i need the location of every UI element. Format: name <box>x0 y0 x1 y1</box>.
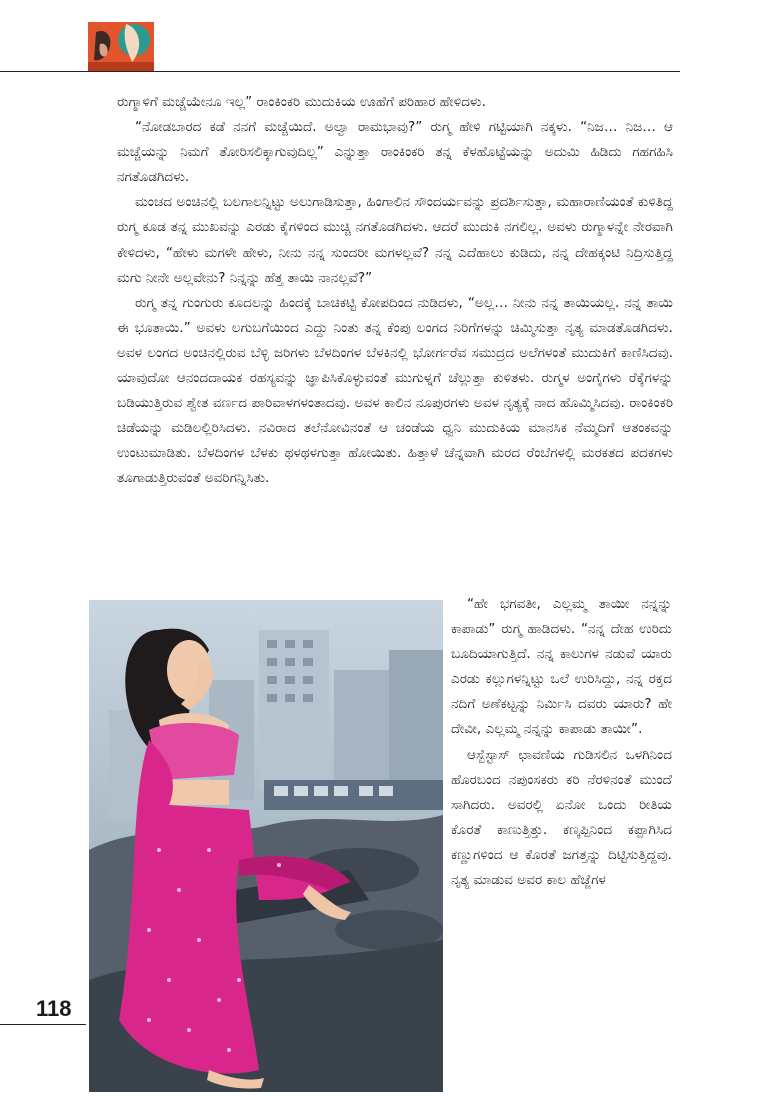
body-text <box>117 90 673 492</box>
paragraph: ಮಂಚದ ಅಂಚಿನಲ್ಲಿ ಬಲಗಾಲನ್ನಿಟ್ಟು ಅಲುಗಾಡಿಸುತ್ತಾ, ಹಿಂಗಾಲಿನ ಸೌಂದರ್ಯವನ್ನು ಪ್ರದರ್ಶಿಸುತ್ತಾ, ಮಹಾರಾಣಿಯಂತೆ ಕುಳಿತಿದ್ದ ರುಗ್ಮ ಕೂಡ ತನ್ನ ಮುಖವನ್ನು ಎರಡು ಕೈಗಳಿಂದ ಮುಚ್ಚಿ ನಗತೊಡಗಿದಳು. ಆದರೆ ಮುದುಕಿ ನಗಲಿಲ್ಲ. ಅವಳು ರುಗ್ಮಾಳನ್ನೇ ನೇರವಾಗಿ ಕೇಳಿದಳು, “ಹೇಳು ಮಗಳೇ ಹೇಳು, ನೀನು ನನ್ನ ಸುಂದರೀ ಮಗಳಲ್ಲವೆ? ನನ್ನ ಎದೆಹಾಲು ಕುಡಿದು, ನನ್ನ ದೇಹಕ್ಕಂಟಿ ನಿದ್ರಿಸುತ್ತಿದ್ದ ಮಗು ನೀನೇ ಅಲ್ಲವೇನು? ನಿನ್ನನ್ನು ಹೆತ್ತ ತಾಯಿ ನಾನಲ್ಲವೆ?” <box>117 194 673 286</box>
paragraph: ರುಗ್ಮ ತನ್ನ ಗುಂಗುರು ಕೂದಲನ್ನು ಹಿಂದಕ್ಕೆ ಬಾಚಿಕಟ್ಟಿ ಕೋಪದಿಂದ ನುಡಿದಳು, “ಅಲ್ಲ… ನೀನು ನನ್ನ ತಾಯಿಯಲ್ಲ. ನನ್ನ ತಾಯಿ ಈ ಭೂತಾಯಿ.” ಅವಳು ಲಗುಬಗೆಯಿಂದ ಎದ್ದು ನಿಂತು ತನ್ನ ಕೆಂಪು ಲಂಗದ ನಿರಿಗೆಗಳನ್ನು ಚಿಮ್ಮಿಸುತ್ತಾ ನೃತ್ಯ ಮಾಡತೊಡಗಿದಳು. ಅವಳ ಲಂಗದ ಅಂಚಿನಲ್ಲಿರುವ ಬೆಳ್ಳಿ ಜರಿಗಳು ಬೆಳದಿಂಗಳ ಬೆಳಕಿನಲ್ಲಿ ಭೋರ್ಗರೆವ ಸಮುದ್ರದ ಅಲೆಗಳಂತೆ ಮುದುಕಿಗೆ ಕಾಣಿಸಿದವು. ಯಾವುದೋ ಆನಂದದಾಯಕ ರಹಸ್ಯವನ್ನು ಜ್ಞಾಪಿಸಿಕೊಳ್ಳುವಂತೆ ಮುಗುಳ್ನಗೆ ಚೆಲ್ಲುತ್ತಾ ಕುಳಿತಳು. ರುಗ್ಮಳ ಅಂಗೈಗಳು ರೆಕ್ಕೆಗಳನ್ನು ಬಡಿಯುತ್ತಿರುವ ಶ್ವೇತ ವರ್ಣದ ಪಾರಿವಾಳಗಳಂತಾದವು. ಅವಳ ಕಾಲಿನ ನೂಪುರಗಳು ಅವಳ ನೃತ್ಯಕ್ಕೆ ನಾದ ಹೊಮ್ಮಿಸಿದವು. ರಾಂಕಿಂಕರಿ ಚಿಡೆಯನ್ನು ಮಡಿಲಲ್ಲಿರಿಸಿದಳು. ನವಿರಾದ ತಲೆನೋವಿನಂತೆ ಆ ಚಂಡೆಯ ಧ್ವನಿ ಮುದುಕಿಯ ಮಾನಸಿಕ ನೆಮ್ಮದಿಗೆ ಆತಂಕವನ್ನು ಉಂಟುಮಾಡಿತು. ಬೆಳದಿಂಗಳ ಬೆಳಕು ಥಳಥಳಗುತ್ತಾ ಹೋಯಿತು. ಹಿತ್ತಾಳೆ ಚೆನ್ನವಾಗಿ ಮರದ ರೆಂಬೆಗಳಲ್ಲಿ ಮರಕತದ ಪದಕಗಳು ತೂಗಾಡುತ್ತಿರುವಂತೆ ಅವರಿಗನ್ನಿಸಿತು. <box>117 294 673 487</box>
footer-rule <box>0 1024 86 1025</box>
chapter-logo <box>88 22 154 72</box>
paragraph: ಆಸ್ಬೆಸ್ಟಾಸ್ ಛಾವಣಿಯ ಗುಡಿಸಲಿನ ಒಳಗಿನಿಂದ ಹೊರಬಂದ ನಪುಂಸಕರು ಕರಿ ನೆರಳಿನಂತೆ ಮುಂದೆ ಸಾಗಿದರು. ಅವರಲ್ಲಿ ಏನೋ ಒಂದು ರೀತಿಯ ಕೊರತೆ ಕಾಣುತ್ತಿತ್ತು. ಕಣ್ಕಪ್ಪಿನಿಂದ ಕಪ್ಪಾಗಿಸಿದ ಕಣ್ಣುಗಳಿಂದ ಆ ಕೊರತೆ ಜಗತ್ತನ್ನು ದಿಟ್ಟಿಸುತ್ತಿದ್ದವು. ನೃತ್ಯ ಮಾಡುವ ಅವರ ಕಾಲ ಹೆಜ್ಜೆಗಳ <box>451 746 672 889</box>
paragraph: “ನೋಡಬಾರದ ಕಡೆ ನನಗೆ ಮಚ್ಚೆಯಿದೆ. ಅಲ್ವಾ ರಾಮಭಾವು?” ರುಗ್ಮ ಹೇಳಿ ಗಟ್ಟಿಯಾಗಿ ನಕ್ಕಳು. “ನಿಜ… ನಿಜ… ಆ ಮಚ್ಚೆಯನ್ನು ನಿಮಗೆ ತೋರಿಸಲಿಕ್ಕಾಗುವುದಿಲ್ಲ” ಎನ್ನುತ್ತಾ ರಾಂಕಿಂಕರಿ ತನ್ನ ಕೆಳಹೊಟ್ಟೆಯನ್ನು ಅದುಮಿ ಹಿಡಿದು ಗಹಗಹಿಸಿ ನಗತೊಡಗಿದಳು. <box>117 119 673 186</box>
paragraph: ರುಗ್ಮಾಳಿಗೆ ಮಚ್ಚೆಯೇನೂ ಇಲ್ಲ” ರಾಂಕಿಂಕರಿ ಮುದುಕಿಯ ಊಹೆಗೆ ಪರಿಹಾರ ಹೇಳಿದಳು. <box>117 94 486 110</box>
header-rule <box>0 71 680 72</box>
story-illustration <box>89 600 443 1092</box>
page-number: 118 <box>36 996 72 1021</box>
side-text <box>451 592 672 893</box>
paragraph: “ಹೇ ಭಗವತೀ, ಎಲ್ಲಮ್ಮ ತಾಯೀ ನನ್ನನ್ನು ಕಾಪಾಡು” ರುಗ್ಮ ಹಾಡಿದಳು. “ನನ್ನ ದೇಹ ಉರಿದು ಬೂದಿಯಾಗುತ್ತಿದೆ. ನನ್ನ ಕಾಲುಗಳ ನಡುವೆ ಯಾರು ಎರಡು ಕಲ್ಲುಗಳನ್ನಿಟ್ಟು ಒಲೆ ಉರಿಸಿದ್ದು, ನನ್ನ ರಕ್ತದ ನದಿಗೆ ಅಣೆಕಟ್ಟನ್ನು ನಿರ್ಮಿಸಿ ದವರು ಯಾರು? ಹೇ ದೇವೀ, ಎಲ್ಲಮ್ಮ ನನ್ನನ್ನು ಕಾಪಾಡು ತಾಯೀ”. <box>451 596 672 738</box>
